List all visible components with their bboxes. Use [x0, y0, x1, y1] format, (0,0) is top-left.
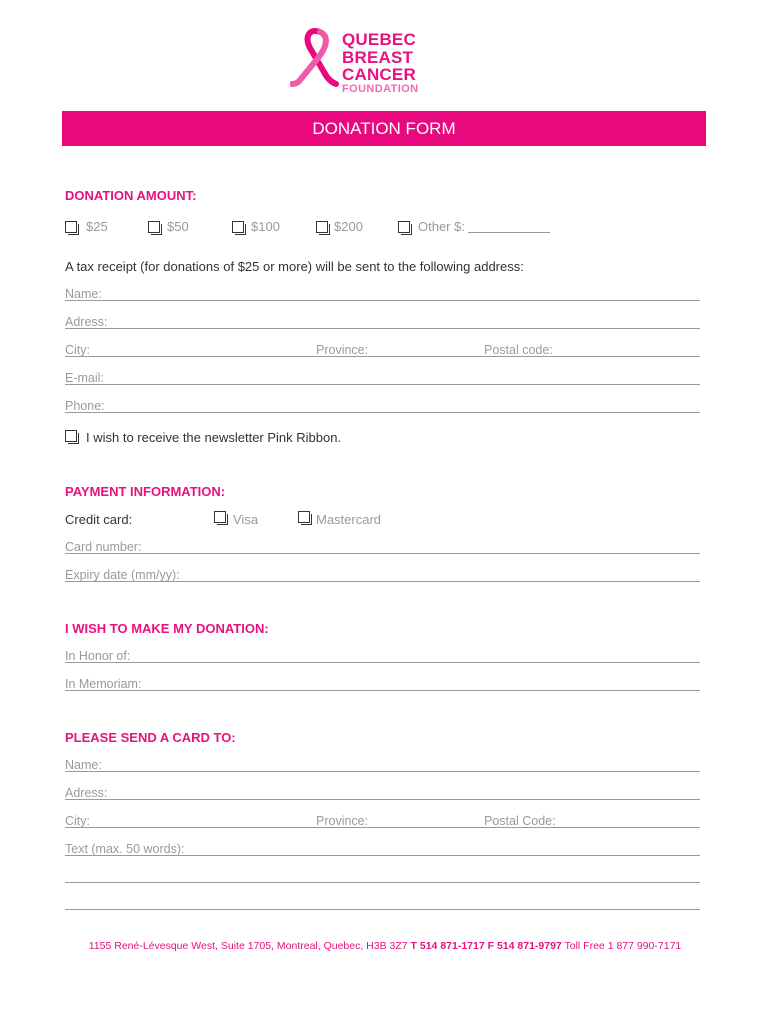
card-number-field[interactable] [65, 553, 700, 554]
card-adress-label: Adress: [65, 786, 108, 800]
card-name-field[interactable] [65, 771, 700, 772]
card-number-label: Card number: [65, 540, 142, 554]
expiry-field[interactable] [65, 581, 700, 582]
in-memoriam-field[interactable] [65, 690, 700, 691]
phone-field[interactable] [65, 412, 700, 413]
phone-label: Phone: [65, 399, 105, 413]
payment-title: PAYMENT INFORMATION: [65, 484, 226, 499]
amount-100-checkbox[interactable] [232, 221, 244, 233]
send-card-title: PLEASE SEND A CARD TO: [65, 730, 236, 745]
form-title-banner: DONATION FORM [62, 111, 706, 146]
foundation-logo [290, 26, 490, 95]
credit-card-label: Credit card: [65, 512, 133, 527]
visa-checkbox[interactable] [214, 511, 226, 523]
amount-other-checkbox[interactable] [398, 221, 410, 233]
card-adress-field[interactable] [65, 799, 700, 800]
city-province-postal-field[interactable] [65, 356, 700, 357]
logo-line-1: QUEBEC [342, 30, 416, 49]
city-label: City: [65, 343, 90, 357]
email-field[interactable] [65, 384, 700, 385]
mastercard-checkbox[interactable] [298, 511, 310, 523]
logo-line-3: FOUNDATION [342, 83, 419, 95]
adress-field[interactable] [65, 328, 700, 329]
adress-label: Adress: [65, 315, 108, 329]
amount-200-label: $200 [334, 219, 363, 234]
tax-receipt-note: A tax receipt (for donations of $25 or more) will be sent to the following address: [65, 259, 524, 274]
card-postal-code-label: Postal Code: [484, 814, 556, 828]
card-text-line-3[interactable] [65, 909, 700, 910]
amount-other-label: Other $: [418, 219, 465, 234]
pink-ribbon-icon [290, 26, 342, 88]
card-city-label: City: [65, 814, 90, 828]
card-city-province-postal-field[interactable] [65, 827, 700, 828]
newsletter-label: I wish to receive the newsletter Pink Ribbon. [86, 430, 342, 445]
amount-other-input[interactable] [468, 232, 550, 233]
card-name-label: Name: [65, 758, 102, 772]
dedication-title: I WISH TO MAKE MY DONATION: [65, 621, 269, 636]
postal-code-label: Postal code: [484, 343, 553, 357]
expiry-label: Expiry date (mm/yy): [65, 568, 180, 582]
email-label: E-mail: [65, 371, 104, 385]
card-text-line-2[interactable] [65, 882, 700, 883]
amount-50-checkbox[interactable] [148, 221, 160, 233]
amount-25-checkbox[interactable] [65, 221, 77, 233]
province-label: Province: [316, 343, 369, 357]
amount-200-checkbox[interactable] [316, 221, 328, 233]
footer-tollfree: Toll Free 1 877 990-7171 [561, 940, 682, 952]
footer-contact [0, 940, 770, 952]
amount-50-label: $50 [167, 219, 189, 234]
donation-amount-title: DONATION AMOUNT: [65, 188, 197, 203]
card-text-label: Text (max. 50 words): [65, 842, 185, 856]
footer-phone: T 514 871-1717 [410, 940, 485, 952]
in-honor-label: In Honor of: [65, 649, 131, 663]
newsletter-checkbox[interactable] [65, 430, 77, 442]
visa-label: Visa [233, 512, 259, 527]
name-label: Name: [65, 287, 102, 301]
logo-line-2: BREAST CANCER [342, 48, 416, 84]
footer-address: 1155 René-Lévesque West, Suite 1705, Montreal, Quebec, H3B 3Z7 [88, 940, 411, 952]
amount-100-label: $100 [251, 219, 280, 234]
card-province-label: Province: [316, 814, 369, 828]
mastercard-label: Mastercard [316, 512, 382, 527]
in-honor-field[interactable] [65, 662, 700, 663]
name-field[interactable] [65, 300, 700, 301]
footer-fax: F 514 871-9797 [487, 940, 562, 952]
in-memoriam-label: In Memoriam: [65, 677, 142, 691]
amount-25-label: $25 [86, 219, 108, 234]
card-text-line-1[interactable] [65, 855, 700, 856]
